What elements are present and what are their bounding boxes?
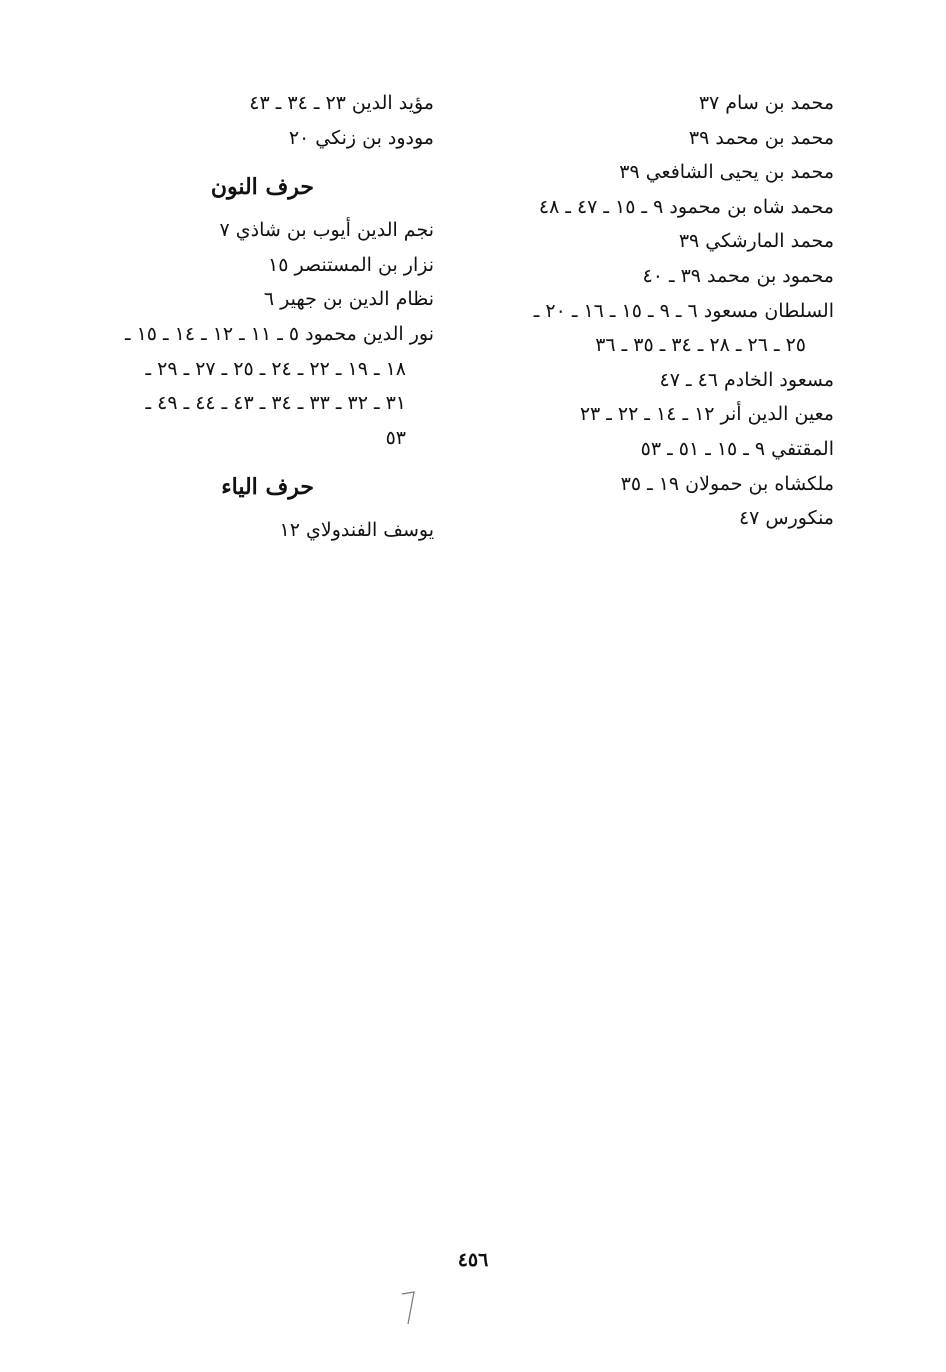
index-entry: مسعود الخادم ٤٦ ـ ٤٧ xyxy=(659,368,834,391)
index-entry: محمد بن سام ٣٧ xyxy=(698,92,834,114)
index-entry-continuation: ٥٣ xyxy=(385,426,406,449)
index-entry: محمد شاه بن محمود ٩ ـ ١٥ ـ ٤٧ ـ ٤٨ xyxy=(538,195,834,218)
section-heading-nun: حرف النون xyxy=(210,174,314,201)
handwritten-mark xyxy=(398,1288,418,1328)
index-entry: محمد المارشكي ٣٩ xyxy=(678,230,834,253)
index-entry: المقتفي ٩ ـ ١٥ ـ ٥١ ـ ٥٣ xyxy=(640,437,834,460)
index-entry: مؤيد الدين ٢٣ ـ ٣٤ ـ ٤٣ xyxy=(249,92,434,114)
index-entry: السلطان مسعود ٦ ـ ٩ ـ ١٥ ـ ١٦ ـ ٢٠ ـ xyxy=(533,299,834,322)
index-entry: نور الدين محمود ٥ ـ ١١ ـ ١٢ ـ ١٤ ـ ١٥ ـ xyxy=(124,322,434,345)
index-entry: نزار بن المستنصر ١٥ xyxy=(268,253,434,276)
index-entry-continuation: ٢٥ ـ ٢٦ ـ ٢٨ ـ ٣٤ ـ ٣٥ ـ ٣٦ xyxy=(595,334,806,357)
index-entry: نظام الدين بن جهير ٦ xyxy=(263,288,434,311)
page-number: ٤٥٦ xyxy=(457,1249,489,1271)
index-entry: محمد بن محمد ٣٩ xyxy=(688,126,834,149)
index-entry: مودود بن زنكي ٢٠ xyxy=(288,126,434,149)
index-entry-continuation: ١٨ ـ ١٩ ـ ٢٢ ـ ٢٤ ـ ٢٥ ـ ٢٧ ـ ٢٩ ـ xyxy=(145,357,406,380)
index-entry-continuation: ٣١ ـ ٣٢ ـ ٣٣ ـ ٣٤ ـ ٤٣ ـ ٤٤ ـ ٤٩ ـ xyxy=(145,392,406,415)
left-column xyxy=(84,86,434,548)
right-column xyxy=(474,86,834,536)
index-entry: منكورس ٤٧ xyxy=(738,507,834,530)
index-entry: نجم الدين أيوب بن شاذي ٧ xyxy=(219,219,434,242)
index-entry: محمد بن يحيى الشافعي ٣٩ xyxy=(619,161,834,184)
index-entry: معين الدين أنر ١٢ ـ ١٤ ـ ٢٢ ـ ٢٣ xyxy=(579,403,834,426)
index-entry: يوسف الفندولاي ١٢ xyxy=(279,519,434,542)
index-entry: ملكشاه بن حمولان ١٩ ـ ٣٥ xyxy=(620,472,834,495)
section-heading-ya: حرف الياء xyxy=(221,474,314,501)
index-entry: محمود بن محمد ٣٩ ـ ٤٠ xyxy=(642,264,834,287)
